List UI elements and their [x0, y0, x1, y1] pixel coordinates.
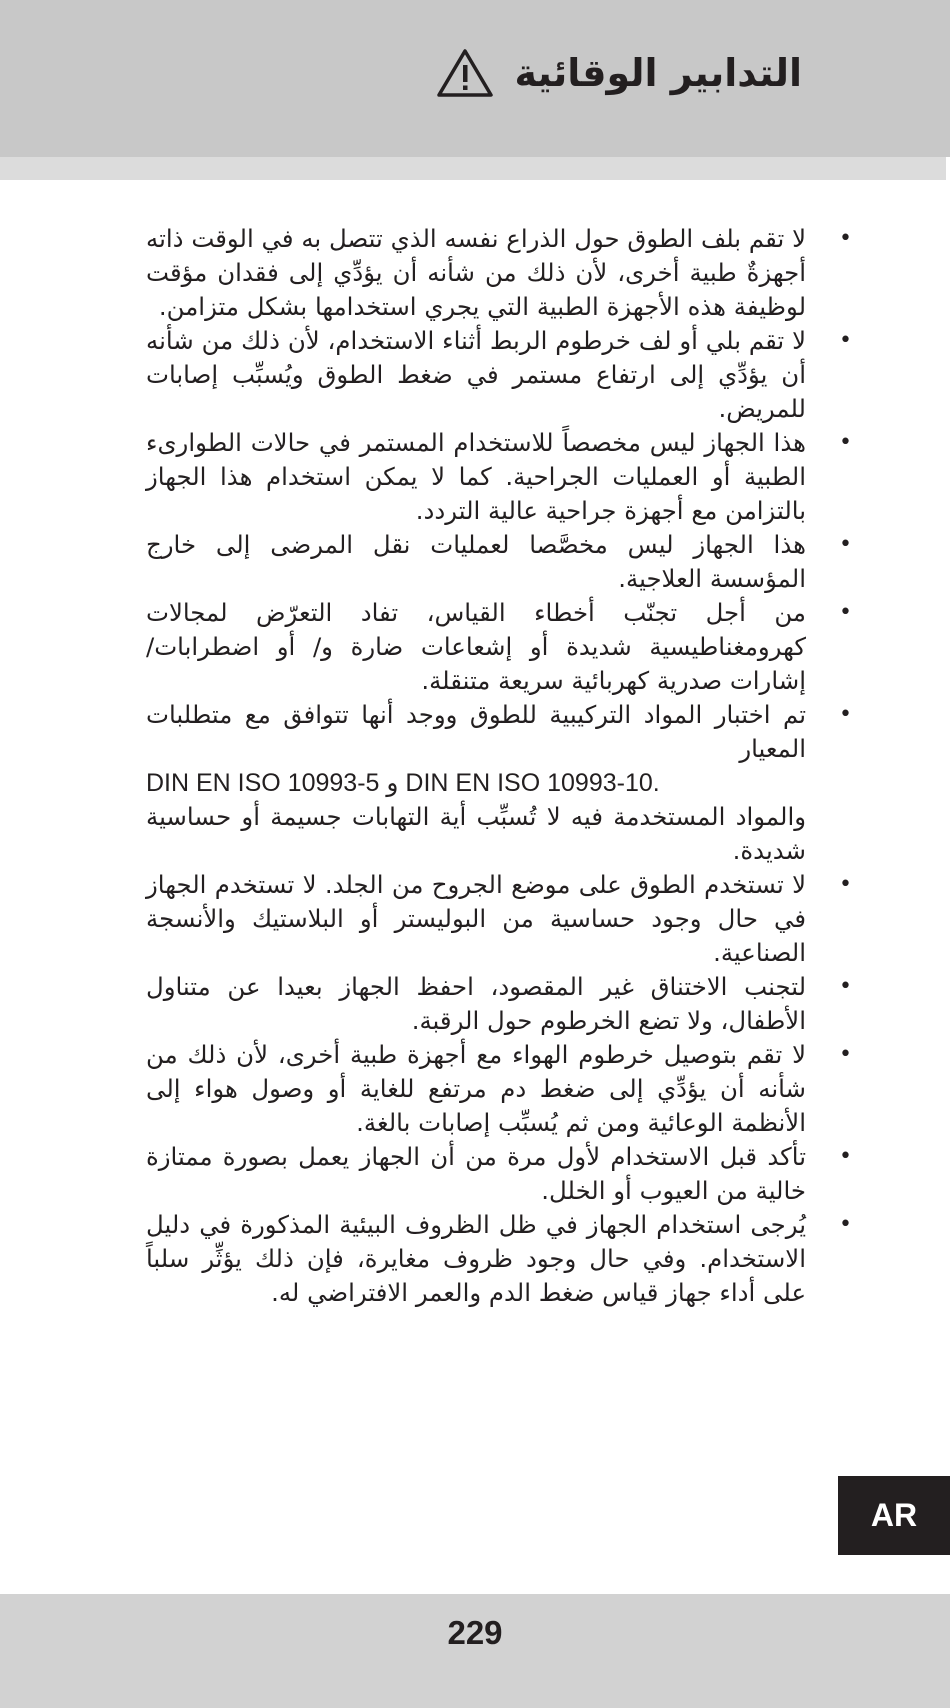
bullet-icon: •	[839, 1042, 852, 1067]
list-item	[146, 868, 852, 970]
list-item	[146, 426, 852, 528]
item-text: لا تقم بلف الطوق حول الذراع نفسه الذي تتصل به في الوقت ذاته أجهزةٌ طبية أخرى، لأن ذلك من شأنه أن يؤدِّي إلى فقدان مؤقت لوظيفة هذه الأجهزة الطبية التي يجري استخدامها بشكل متزامن.	[146, 224, 806, 321]
section-header	[436, 48, 802, 98]
item-text: يُرجى استخدام الجهاز في ظل الظروف البيئية المذكورة في دليل الاستخدام. وفي حال وجود ظروف مغايرة، فإن ذلك يؤثِّر سلباً على أداء جهاز قياس ضغط الدم والعمر الافتراضي له.	[146, 1210, 806, 1307]
item-text: من أجل تجنّب أخطاء القياس، تفاد التعرّض لمجالات كهرومغناطيسية شديدة أو إشعاعات ضارة و/ أو اضطرابات/إشارات صدرية كهربائية سريعة متنقلة.	[146, 598, 806, 695]
item-text: لا تقم بتوصيل خرطوم الهواء مع أجهزة طبية أخرى، لأن ذلك من شأنه أن يؤدِّي إلى ضغط دم مرتفع للغاية أو وصول هواء إلى الأنظمة الوعائية ومن ثم يُسبِّب إصابات بالغة.	[146, 1040, 806, 1137]
list-item	[146, 698, 852, 868]
warning-triangle-icon	[436, 48, 494, 98]
item-text: هذا الجهاز ليس مخصصاً للاستخدام المستمر في حالات الطوارىء الطبية أو العمليات الجراحية. كما لا يمكن استخدام هذا الجهاز بالتزامن مع أجهزة جراحية عالية التردد.	[146, 428, 806, 525]
header-divider-strip	[0, 157, 946, 180]
bullet-icon: •	[839, 600, 852, 625]
item-text: تم اختبار المواد التركيبية للطوق ووجد أنها تتوافق مع متطلبات المعيار	[146, 700, 806, 763]
item-text: تأكد قبل الاستخدام لأول مرة من أن الجهاز يعمل بصورة ممتازة خالية من العيوب أو الخلل.	[146, 1142, 806, 1205]
bullet-icon: •	[839, 532, 852, 557]
bullet-icon: •	[839, 328, 852, 353]
item-text: هذا الجهاز ليس مخصَّصا لعمليات نقل المرضى إلى خارج المؤسسة العلاجية.	[146, 530, 806, 593]
bullet-icon: •	[839, 1212, 852, 1237]
list-item	[146, 970, 852, 1038]
list-item	[146, 222, 852, 324]
list-item	[146, 528, 852, 596]
bullet-icon: •	[839, 974, 852, 999]
precautions-list	[146, 222, 852, 1310]
list-item	[146, 1038, 852, 1140]
list-item	[146, 1140, 852, 1208]
bullet-icon: •	[839, 226, 852, 251]
bullet-icon: •	[839, 702, 852, 727]
item-text: لا تقم بلي أو لف خرطوم الربط أثناء الاستخدام، لأن ذلك من شأنه أن يؤدِّي إلى ارتفاع مستمر في ضغط الطوق ويُسبِّب إصابات للمريض.	[146, 326, 806, 423]
list-item	[146, 1208, 852, 1310]
item-text-continued: والمواد المستخدمة فيه لا تُسبِّب أية التهابات جسيمة أو حساسية شديدة.	[146, 802, 806, 865]
language-tab: AR	[838, 1476, 950, 1555]
page-title: التدابير الوقائية	[514, 51, 802, 95]
standard-reference: DIN EN ISO 10993-5 و DIN EN ISO 10993-10.	[146, 769, 660, 797]
page-number: 229	[447, 1614, 503, 1651]
list-item	[146, 596, 852, 698]
item-text: لا تستخدم الطوق على موضع الجروح من الجلد. لا تستخدم الجهاز في حال وجود حساسية من البوليستر أو البلاستيك والأنسجة الصناعية.	[146, 870, 806, 967]
bullet-icon: •	[839, 430, 852, 455]
bullet-icon: •	[839, 1144, 852, 1169]
list-item	[146, 324, 852, 426]
item-text: لتجنب الاختناق غير المقصود، احفظ الجهاز بعيدا عن متناول الأطفال، ولا تضع الخرطوم حول الرقبة.	[146, 972, 806, 1035]
precautions-content	[146, 222, 852, 1310]
bullet-icon: •	[839, 872, 852, 897]
